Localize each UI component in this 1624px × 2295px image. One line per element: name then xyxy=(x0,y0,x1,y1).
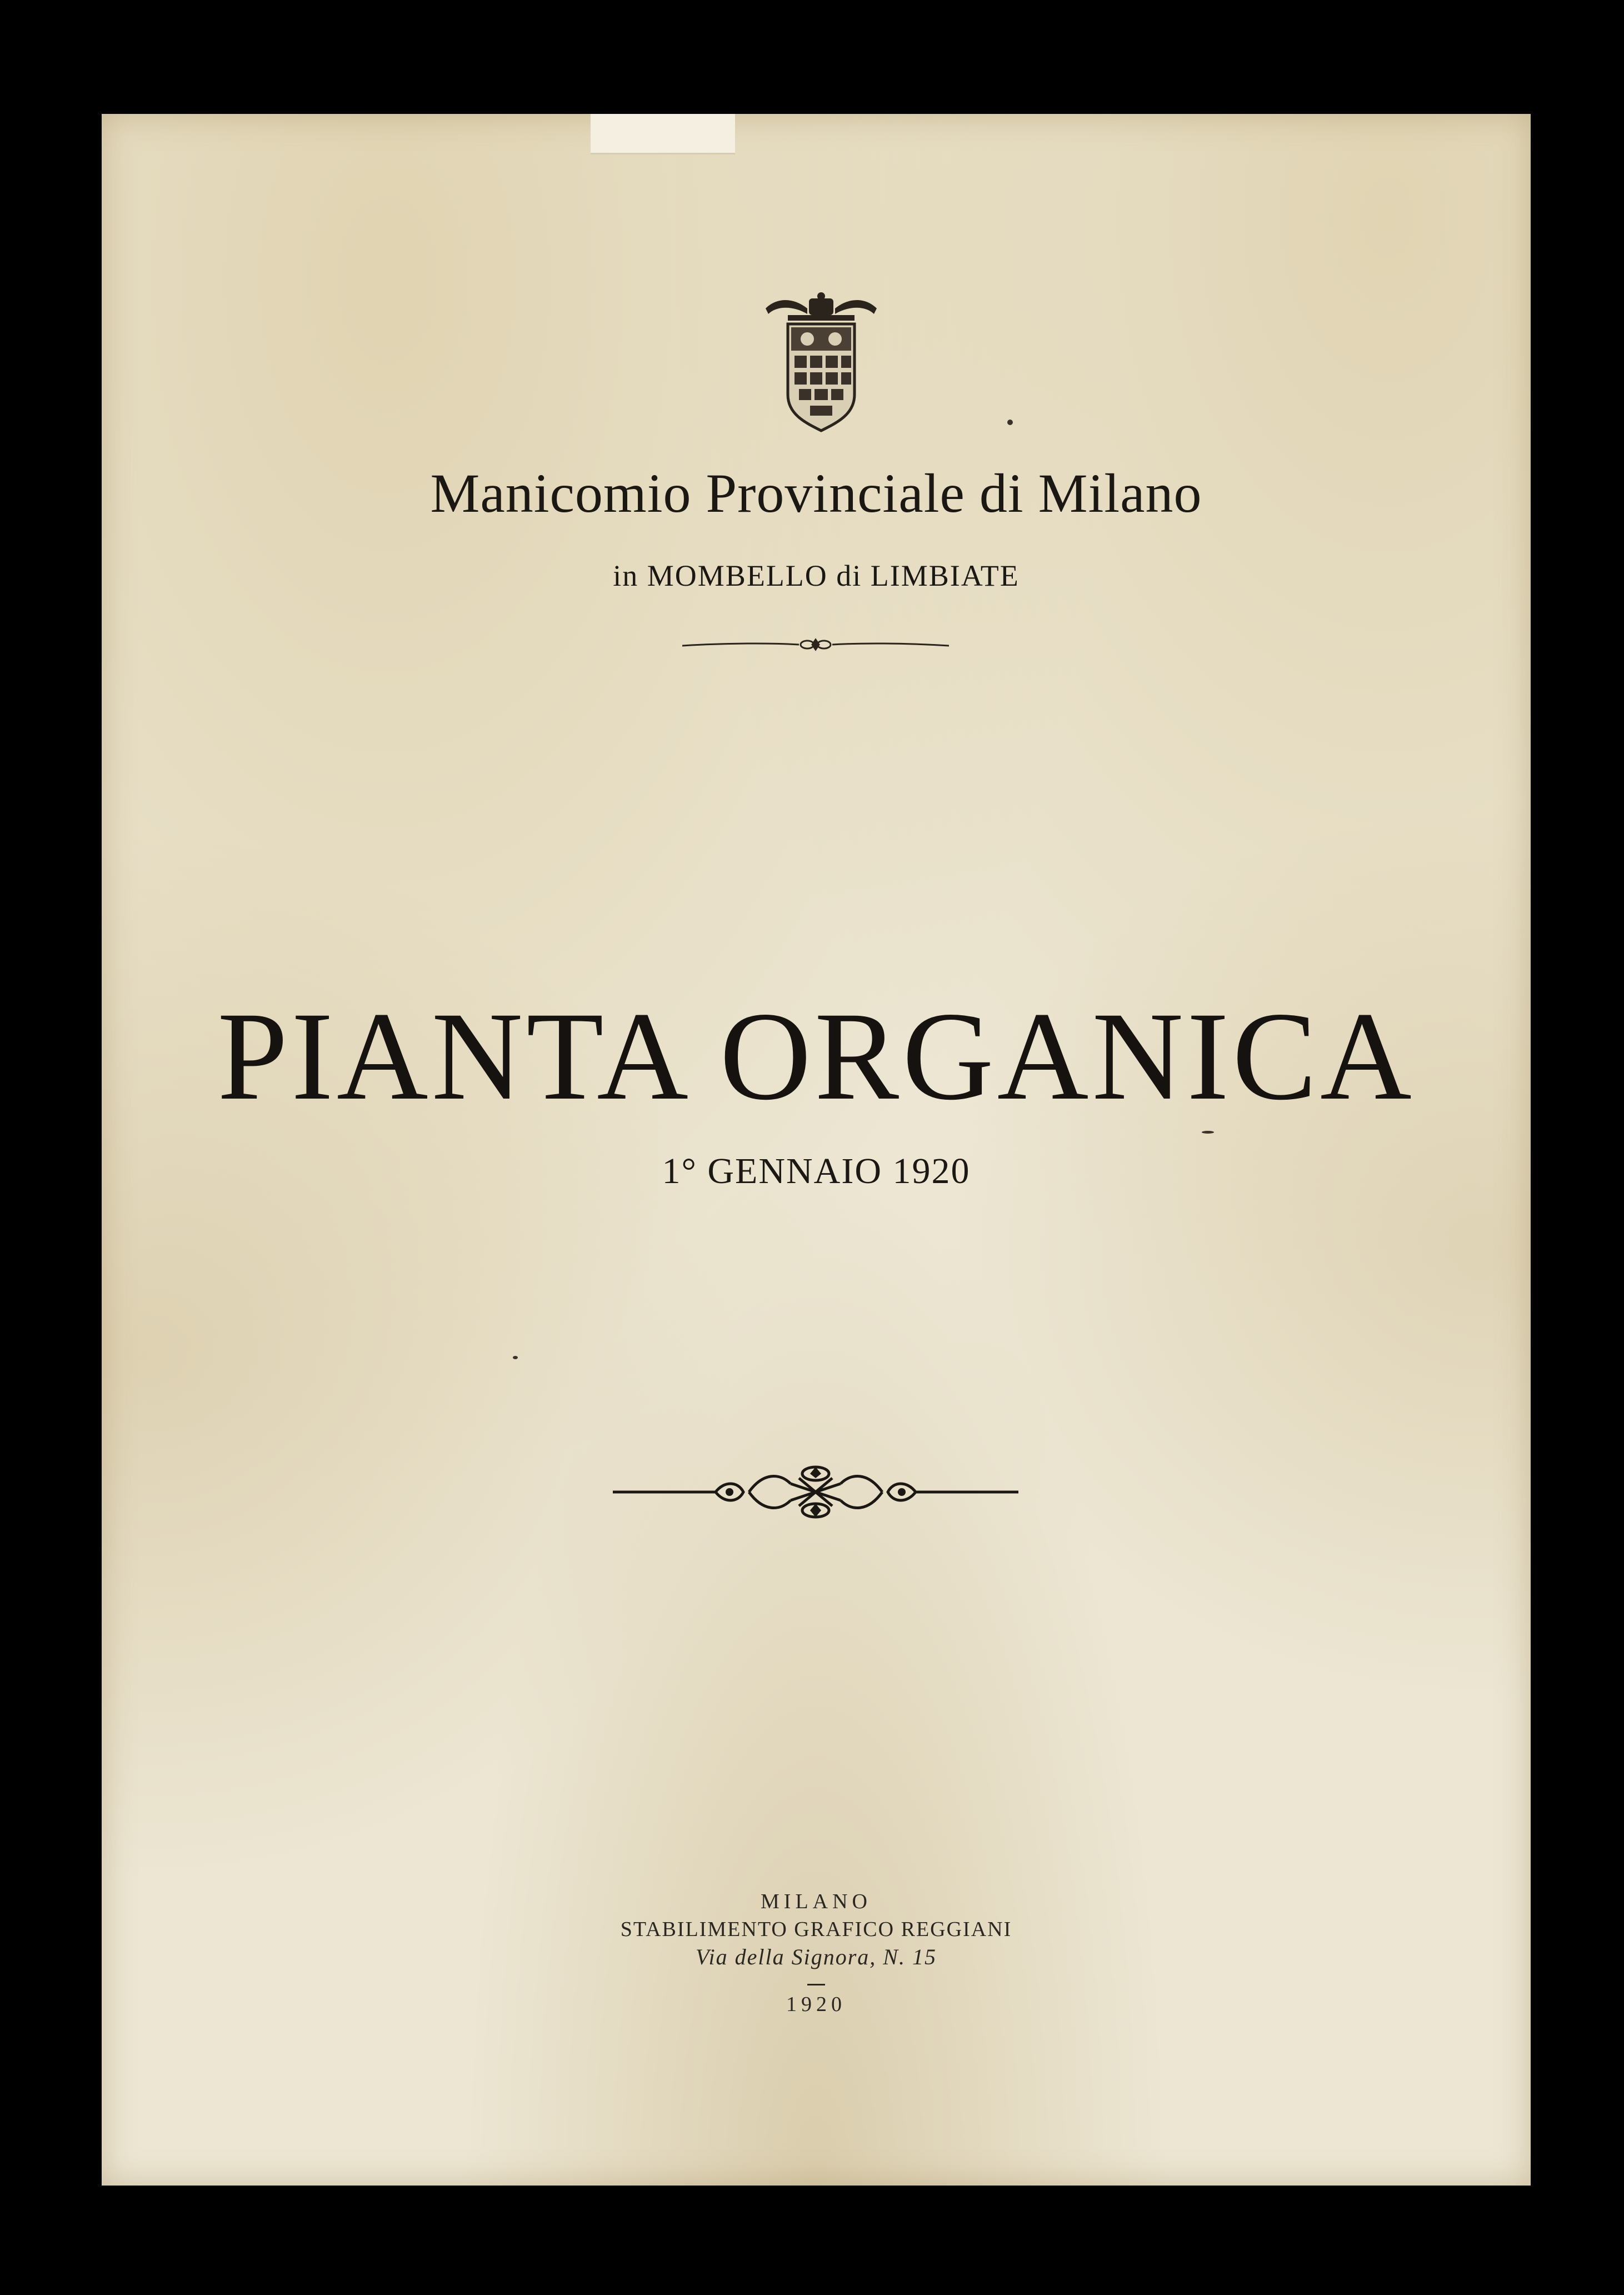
institution-location: in MOMBELLO di LIMBIATE xyxy=(613,559,1020,592)
imprint-printer: STABILIMENTO GRAFICO REGGIANI xyxy=(620,1918,1012,1941)
document-cover-page xyxy=(102,114,1531,2186)
document-title: PIANTA ORGANICA xyxy=(217,986,1415,1126)
coat-of-arms-icon xyxy=(754,292,888,436)
paper-speck xyxy=(1007,420,1013,425)
document-date: 1° GENNAIO 1920 xyxy=(662,1151,971,1191)
ornamental-flourish-icon xyxy=(613,1461,1018,1523)
imprint-city: MILANO xyxy=(761,1890,872,1913)
imprint-address: Via della Signora, N. 15 xyxy=(696,1944,937,1969)
paper-speck xyxy=(1202,1131,1214,1134)
paper-speck xyxy=(513,1356,518,1359)
institution-name: Manicomio Provinciale di Milano xyxy=(430,462,1202,524)
imprint-year: 1920 xyxy=(786,1993,846,2016)
ornamental-divider-icon xyxy=(682,636,949,653)
imprint-divider xyxy=(807,1984,825,1985)
paper-tear xyxy=(591,114,735,154)
